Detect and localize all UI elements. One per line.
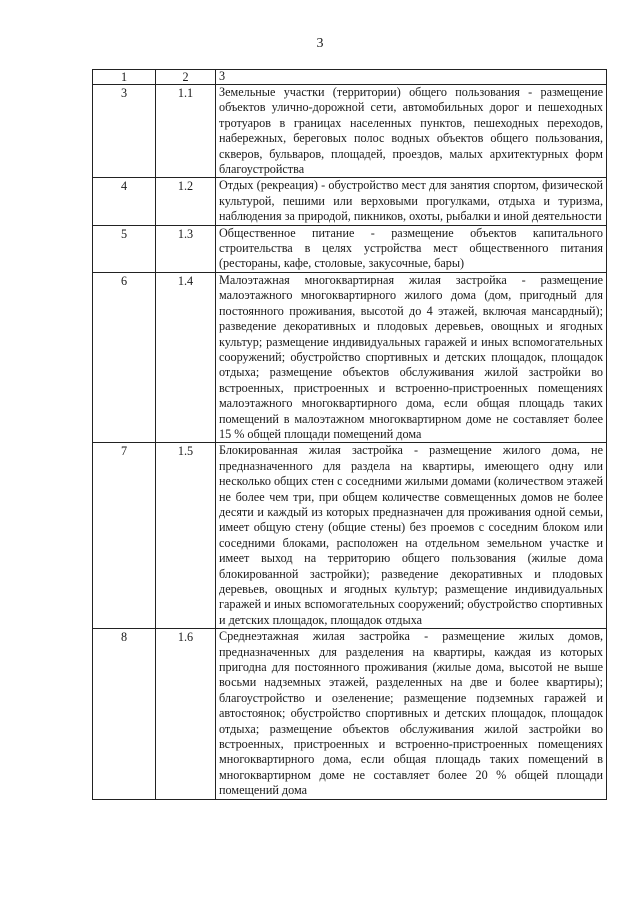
page-number: 3 (316, 36, 324, 51)
row-number: 6 (93, 272, 156, 442)
row-number: 7 (93, 443, 156, 629)
row-number: 4 (93, 178, 156, 225)
table-row (93, 443, 607, 629)
header-col-1: 1 (93, 70, 156, 85)
row-number: 8 (93, 629, 156, 799)
row-code: 1.1 (156, 85, 216, 178)
row-code: 1.5 (156, 443, 216, 629)
row-number: 5 (93, 225, 156, 272)
table-row (93, 629, 607, 799)
table-row (93, 272, 607, 442)
row-code: 1.6 (156, 629, 216, 799)
land-use-table (92, 69, 607, 800)
row-code: 1.2 (156, 178, 216, 225)
row-description: Малоэтажная многоквартирная жилая застройка - размещение малоэтажного многоквартирного жилого дома (дом, пригодный для постоянного проживания, высотой до 4 этажей, включая мансардный); разведение декоративных и плодовых деревьев, овощных и ягодных культур; размещение индивидуальных гаражей и иных вспомогательных сооружений; обустройство спортивных и детских площадок, площадок отдыха; размещение объектов обслуживания жилой застройки во встроенных, пристроенных и встроенно-пристроенных помещениях малоэтажного многоквартирного дома, если общая площадь таких помещений в малоэтажном многоквартирном доме не составляет более 15 % общей площади помещений дома (216, 272, 607, 442)
table-row (93, 85, 607, 178)
header-col-3: 3 (216, 70, 607, 85)
row-description: Общественное питание - размещение объектов капитального строительства в целях устройства мест общественного питания (рестораны, кафе, столовые, закусочные, бары) (216, 225, 607, 272)
table-row (93, 178, 607, 225)
header-col-2: 2 (156, 70, 216, 85)
row-description: Блокированная жилая застройка - размещение жилого дома, не предназначенного для раздела на квартиры, имеющего одну или несколько общих стен с соседними жилыми домами (количеством этажей не более чем три, при общем количестве совмещенных домов не более десяти и каждый из которых предназначен для проживания одной семьи, имеет общую стену (общие стены) без проемов с соседним блоком или соседними блоками, расположен на отдельном земельном участке и имеет выход на территорию общего пользования (жилые дома блокированной застройки); разведение декоративных и плодовых деревьев, овощных и ягодных культур; размещение индивидуальных гаражей и иных вспомогательных сооружений; обустройство спортивных и детских площадок, площадок отдыха (216, 443, 607, 629)
row-description: Земельные участки (территории) общего пользования - размещение объектов улично-дорожной сети, автомобильных дорог и пешеходных тротуаров в границах населенных пунктов, пешеходных переходов, набережных, береговых полос водных объектов общего пользования, скверов, бульваров, площадей, проездов, малых архитектурных форм благоустройства (216, 85, 607, 178)
row-description: Среднеэтажная жилая застройка - размещение жилых домов, предназначенных для разделения на квартиры, каждая из которых пригодна для постоянного проживания (жилые дома, высотой не выше восьми надземных этажей, разделенных на две и более квартиры); благоустройство и озеленение; размещение подземных гаражей и автостоянок; обустройство спортивных и детских площадок, площадок отдыха; размещение объектов обслуживания жилой застройки во встроенных, пристроенных и встроенно-пристроенных помещениях многоквартирного дома, если общая площадь таких помещений в многоквартирном доме не составляет более 20 % общей площади помещений дома (216, 629, 607, 799)
table-row (93, 225, 607, 272)
row-code: 1.4 (156, 272, 216, 442)
row-number: 3 (93, 85, 156, 178)
table-header-row (93, 70, 607, 85)
row-code: 1.3 (156, 225, 216, 272)
row-description: Отдых (рекреация) - обустройство мест для занятия спортом, физической культурой, пешими или верховыми прогулками, отдыха и туризма, наблюдения за природой, пикников, охоты, рыбалки и иной деятельности (216, 178, 607, 225)
